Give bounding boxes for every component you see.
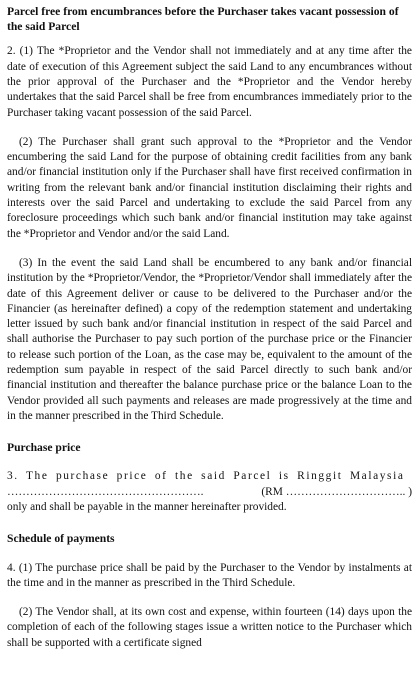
price-blank-line xyxy=(7,485,412,500)
clause-3-cont: only and shall be payable in the manner hereinafter provided. xyxy=(7,501,287,514)
price-words-blank: ……………………………………………. xyxy=(7,485,204,498)
heading-parcel-free: Parcel free from encumbrances before the Purchaser takes vacant possession of the said Parcel xyxy=(7,5,399,34)
clause-4-2: (2) The Vendor shall, at its own cost and expense, within fourteen (14) days upon the completion of each of the following stages issue a written notice to the Purchaser which shall be supported with a certificate signed xyxy=(7,606,412,649)
clause-3: 3. The purchase price of the said Parcel is Ringgit Malaysia xyxy=(7,470,405,483)
clause-2-3: (3) In the event the said Land shall be encumbered to any bank and/or financial institution by the *Proprietor/Vendor, the *Proprietor/Vendor shall immediately after the date of this Agreement deliver or cause to be delivered to the Purchaser and/or the Financier (as hereinafter defined) a copy of the redemption statement and undertaking letter issued by such bank and/or financial institution in respect of the said Parcel and shall authorise the Purchaser to pay such portion of the purchase price or the Financier to release such portion of the Loan, as the case may be, equivalent to the amount of the redemption sum payable in respect of the said Parcel directly to such bank and/or financial institution and thereafter the balance purchase price or the balance Loan to the Vendor provided all such payments and releases are made progressively at the time and in the manner prescribed in the Third Schedule. xyxy=(7,256,412,422)
heading-schedule-payments: Schedule of payments xyxy=(7,532,115,546)
heading-purchase-price: Purchase price xyxy=(7,441,81,455)
clause-4-1: 4. (1) The purchase price shall be paid by the Purchaser to the Vendor by instalments at the time and in the manner as prescribed in the Third Schedule. xyxy=(7,561,412,589)
document-page xyxy=(7,4,412,651)
clause-2-2: (2) The Purchaser shall grant such approval to the *Proprietor and the Vendor encumbering the said Land for the purpose of obtaining credit facilities from any bank and/or financial institution only if the Purchaser shall have first received confirmation in writing from the relevant bank and/or financial institution disclaiming their rights and interests over the said Parcel and undertaking to exclude the said Parcel from any foreclosure proceedings which such bank and/or financial institution may take against the *Proprietor and Vendor and/or the said Land. xyxy=(7,135,412,240)
clause-2-1: 2. (1) The *Proprietor and the Vendor shall not immediately and at any time after the date of execution of this Agreement subject the said Land to any encumbrances without the prior approval of the Purchaser and the *Proprietor and the Vendor hereby undertakes that the said Parcel shall be free from encumbrances immediately prior to the Purchaser taking vacant possession of the said Parcel. xyxy=(7,45,412,119)
price-rm-blank: (RM ………………………….. ) xyxy=(261,485,412,498)
